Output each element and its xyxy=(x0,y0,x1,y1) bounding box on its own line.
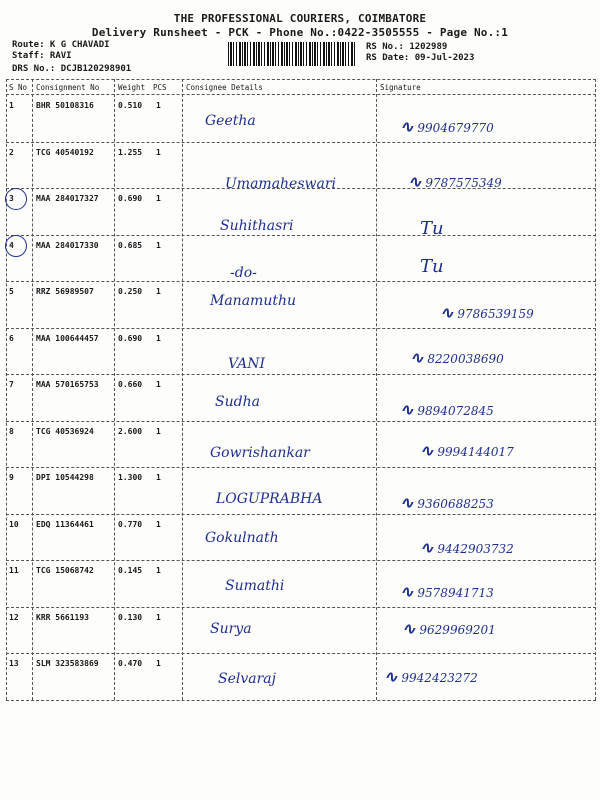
row-weight: 0.470 xyxy=(118,659,143,668)
table-rule xyxy=(6,374,596,375)
handwritten-consignee-name: Sumathi xyxy=(225,578,285,594)
signature-phone: 9894072845 xyxy=(417,404,494,418)
row-pcs: 1 xyxy=(156,101,161,110)
row-weight: 2.600 xyxy=(118,426,143,436)
row-sno: 12 xyxy=(9,612,19,622)
table-rule xyxy=(6,235,596,236)
table-rule xyxy=(6,142,596,143)
row-consignment-no: MAA 100644457 xyxy=(36,333,99,343)
signature-entry xyxy=(440,303,534,322)
row-weight: 0.660 xyxy=(118,380,143,389)
handwritten-consignee-name: Geetha xyxy=(205,113,256,129)
circle-mark xyxy=(5,235,27,257)
signature-entry xyxy=(410,348,504,367)
barcode xyxy=(228,42,356,66)
row-pcs: 1 xyxy=(156,147,161,157)
row-weight: 1.300 xyxy=(118,473,143,482)
col-header-weight: Weight xyxy=(118,83,146,92)
handwritten-consignee-name: Selvaraj xyxy=(218,671,276,687)
row-weight: 0.250 xyxy=(118,287,143,296)
col-header-pcs: PCS xyxy=(153,83,167,92)
row-consignment-no: DPI 10544298 xyxy=(36,473,94,482)
handwritten-consignee-name: Gowrishankar xyxy=(210,444,310,461)
handwritten-consignee-name: -do- xyxy=(230,264,257,281)
signature-entry xyxy=(420,441,514,460)
handwritten-consignee-name: LOGUPRABHA xyxy=(216,491,323,507)
circle-mark xyxy=(5,188,27,210)
drs-number: DRS No.: DCJB120298901 xyxy=(12,64,132,74)
row-consignment-no: KRR 5661193 xyxy=(36,612,89,622)
handwritten-mark: Tu xyxy=(420,256,444,277)
signature-scrawl: ∿ xyxy=(402,618,416,638)
rs-date: RS Date: 09-Jul-2023 xyxy=(366,53,475,63)
row-consignment-no: RRZ 56989507 xyxy=(36,287,94,296)
signature-scrawl: ∿ xyxy=(440,303,454,322)
table-rule xyxy=(6,700,596,701)
table-rule xyxy=(6,281,596,282)
runsheet-table xyxy=(6,79,596,700)
signature-entry xyxy=(384,667,478,686)
row-sno: 13 xyxy=(9,659,19,668)
row-consignment-no: MAA 284017330 xyxy=(36,240,99,250)
row-consignment-no: MAA 570165753 xyxy=(36,380,99,389)
runsheet-subtitle: Delivery Runsheet - PCK - Phone No.:0422-3505555 - Page No.:1 xyxy=(91,26,509,39)
row-pcs: 1 xyxy=(156,519,161,529)
row-sno: 4 xyxy=(9,240,14,250)
row-pcs: 1 xyxy=(156,659,161,668)
table-rule xyxy=(6,514,596,515)
signature-entry xyxy=(402,619,496,638)
row-sno: 11 xyxy=(9,566,19,575)
signature-scrawl: ∿ xyxy=(400,493,414,512)
row-sno: 8 xyxy=(9,426,14,436)
staff-label: Staff: RAVI xyxy=(12,51,72,61)
row-pcs: 1 xyxy=(156,333,161,343)
row-pcs: 1 xyxy=(156,240,161,250)
row-consignment-no: TCG 40536924 xyxy=(36,426,94,436)
row-consignment-no: BHR 50108316 xyxy=(36,101,94,110)
row-weight: 0.145 xyxy=(118,566,143,575)
table-rule xyxy=(6,79,596,80)
signature-phone: 9629969201 xyxy=(419,622,496,637)
route-label: Route: K G CHAVADI xyxy=(12,40,110,50)
row-pcs: 1 xyxy=(156,287,161,296)
signature-scrawl: ∿ xyxy=(420,440,434,460)
signature-entry xyxy=(400,493,494,512)
row-pcs: 1 xyxy=(156,426,161,436)
handwritten-consignee-name: Sudha xyxy=(215,394,260,410)
signature-phone: 9942423272 xyxy=(401,671,478,685)
col-header-sno: S No xyxy=(9,83,28,92)
rs-number: RS No.: 1202989 xyxy=(366,42,448,52)
col-header-consignee: Consignee Details xyxy=(186,83,263,92)
signature-phone: 9786539159 xyxy=(457,307,534,321)
signature-phone: 9904679770 xyxy=(417,121,494,135)
signature-phone: 9994144017 xyxy=(437,444,514,459)
col-header-consignment: Consignment No xyxy=(36,83,100,92)
signature-scrawl: ∿ xyxy=(420,537,434,557)
table-rule xyxy=(6,560,596,561)
row-sno: 7 xyxy=(9,380,14,389)
signature-scrawl: ∿ xyxy=(400,400,414,419)
signature-phone: 8220038690 xyxy=(427,351,504,366)
handwritten-consignee-name: Surya xyxy=(210,620,252,637)
row-consignment-no: TCG 15068742 xyxy=(36,566,94,575)
row-sno: 2 xyxy=(9,147,14,157)
handwritten-mark: Tu xyxy=(420,218,444,239)
handwritten-consignee-name: Gokulnath xyxy=(205,529,279,546)
row-sno: 10 xyxy=(9,519,19,529)
row-consignment-no: SLM 323583869 xyxy=(36,659,99,668)
row-consignment-no: EDQ 11364461 xyxy=(36,519,94,529)
handwritten-consignee-name: Umamaheswari xyxy=(225,175,337,192)
row-weight: 0.510 xyxy=(118,101,143,110)
row-sno: 6 xyxy=(9,333,14,343)
handwritten-consignee-name: Suhithasri xyxy=(220,218,294,234)
row-sno: 9 xyxy=(9,473,14,482)
signature-entry xyxy=(400,400,494,419)
company-title: THE PROFESSIONAL COURIERS, COIMBATORE xyxy=(173,12,427,25)
table-rule xyxy=(6,328,596,329)
row-weight: 0.130 xyxy=(118,612,143,622)
signature-phone: 9578941713 xyxy=(417,586,494,600)
signature-phone: 9442903732 xyxy=(437,541,514,556)
row-pcs: 1 xyxy=(156,473,161,482)
row-weight: 1.255 xyxy=(118,147,143,157)
signature-entry xyxy=(400,117,494,136)
signature-scrawl: ∿ xyxy=(408,171,422,191)
row-sno: 1 xyxy=(9,101,14,110)
handwritten-consignee-name: VANI xyxy=(228,355,266,372)
row-weight: 0.690 xyxy=(118,333,143,343)
handwritten-consignee-name: Manamuthu xyxy=(210,293,296,309)
signature-entry xyxy=(408,172,502,191)
signature-entry xyxy=(400,582,494,601)
col-header-signature: Signature xyxy=(380,83,421,92)
row-consignment-no: TCG 40540192 xyxy=(36,147,94,157)
row-pcs: 1 xyxy=(156,380,161,389)
signature-scrawl: ∿ xyxy=(384,667,398,686)
row-sno: 3 xyxy=(9,194,14,203)
table-rule xyxy=(6,94,596,95)
row-weight: 0.690 xyxy=(118,194,143,203)
row-weight: 0.770 xyxy=(118,519,143,529)
row-sno: 5 xyxy=(9,287,14,296)
signature-scrawl: ∿ xyxy=(400,582,414,601)
signature-scrawl: ∿ xyxy=(410,347,424,367)
signature-entry xyxy=(420,538,514,557)
signature-phone: 9787575349 xyxy=(425,175,502,190)
row-weight: 0.685 xyxy=(118,240,143,250)
table-rule xyxy=(6,421,596,422)
table-rule xyxy=(6,653,596,654)
row-pcs: 1 xyxy=(156,612,161,622)
table-rule xyxy=(6,607,596,608)
row-pcs: 1 xyxy=(156,194,161,203)
row-consignment-no: MAA 284017327 xyxy=(36,194,99,203)
row-pcs: 1 xyxy=(156,566,161,575)
signature-phone: 9360688253 xyxy=(417,497,494,511)
table-rule xyxy=(6,467,596,468)
signature-scrawl: ∿ xyxy=(400,117,414,136)
